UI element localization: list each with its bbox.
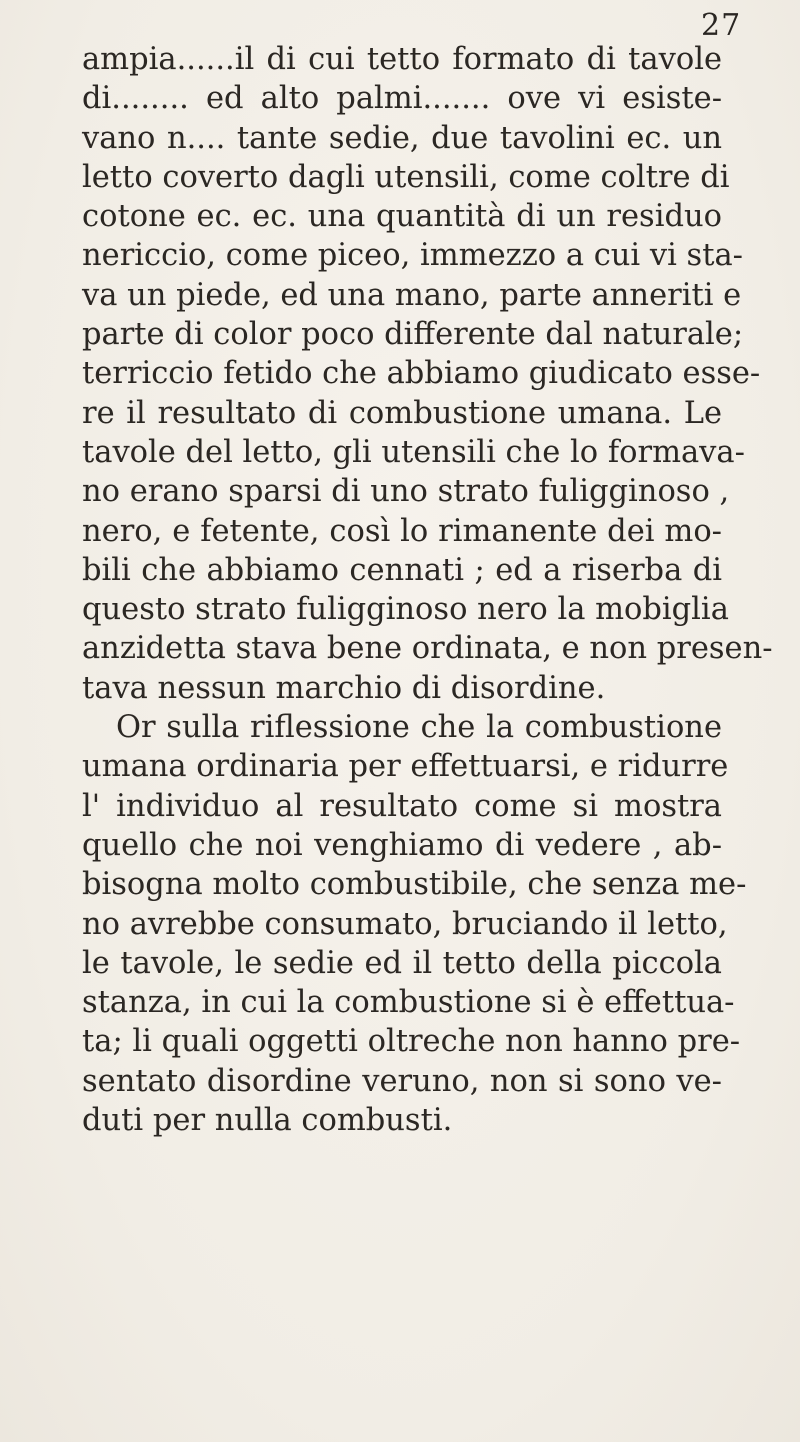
text-line: cotone ec. ec. una quantità di un residuo bbox=[82, 199, 722, 235]
text-line: umana ordinaria per effettuarsi, e ridurre bbox=[82, 749, 729, 785]
text-line: no avrebbe consumato, bruciando il letto, bbox=[82, 906, 728, 942]
text-line: nericcio, come piceo, immezzo a cui vi sta- bbox=[82, 238, 743, 274]
text-line: anzidetta stava bene ordinata, e non presen- bbox=[82, 631, 773, 667]
text-line: terriccio fetido che abbiamo giudicato esse- bbox=[82, 356, 761, 392]
text-line: bisogna molto combustibile, che senza me- bbox=[82, 867, 747, 903]
text-line: va un piede, ed una mano, parte anneriti e bbox=[82, 277, 742, 313]
text-line: sentato disordine veruno, non si sono ve- bbox=[82, 1063, 722, 1099]
text-line: ta; li quali oggetti oltreche non hanno pre- bbox=[82, 1024, 741, 1060]
text-line: di........ ed alto palmi....... ove vi esiste- bbox=[82, 81, 722, 117]
text-line: quello che noi venghiamo di vedere , ab- bbox=[82, 827, 722, 863]
body-text bbox=[82, 40, 773, 1140]
text-line: l' individuo al resultato come si mostra bbox=[82, 788, 722, 824]
text-line: parte di color poco differente dal naturale; bbox=[82, 317, 744, 353]
text-line: re il resultato di combustione umana. Le bbox=[82, 395, 722, 431]
text-line: duti per nulla combusti. bbox=[82, 1103, 453, 1139]
text-line: bili che abbiamo cennati ; ed a riserba di bbox=[82, 552, 722, 588]
text-line: stanza, in cui la combustione si è effettua- bbox=[82, 985, 735, 1021]
text-line: tava nessun marchio di disordine. bbox=[82, 670, 606, 706]
text-line: vano n.... tante sedie, due tavolini ec. un bbox=[82, 120, 722, 156]
text-line: ampia......il di cui tetto formato di tavole bbox=[82, 42, 722, 77]
text-line: nero, e fetente, così lo rimanente dei mo- bbox=[82, 513, 722, 549]
text-line: le tavole, le sedie ed il tetto della piccola bbox=[82, 945, 722, 981]
text-line: no erano sparsi di uno strato fuligginoso , bbox=[82, 474, 730, 510]
text-line: questo strato fuligginoso nero la mobiglia bbox=[82, 592, 729, 628]
text-line: letto coverto dagli utensili, come coltre di bbox=[82, 159, 730, 195]
text-line: Or sulla riflessione che la combustione bbox=[116, 710, 722, 746]
page-number: 27 bbox=[701, 8, 742, 43]
text-line: tavole del letto, gli utensili che lo formava- bbox=[82, 434, 745, 470]
